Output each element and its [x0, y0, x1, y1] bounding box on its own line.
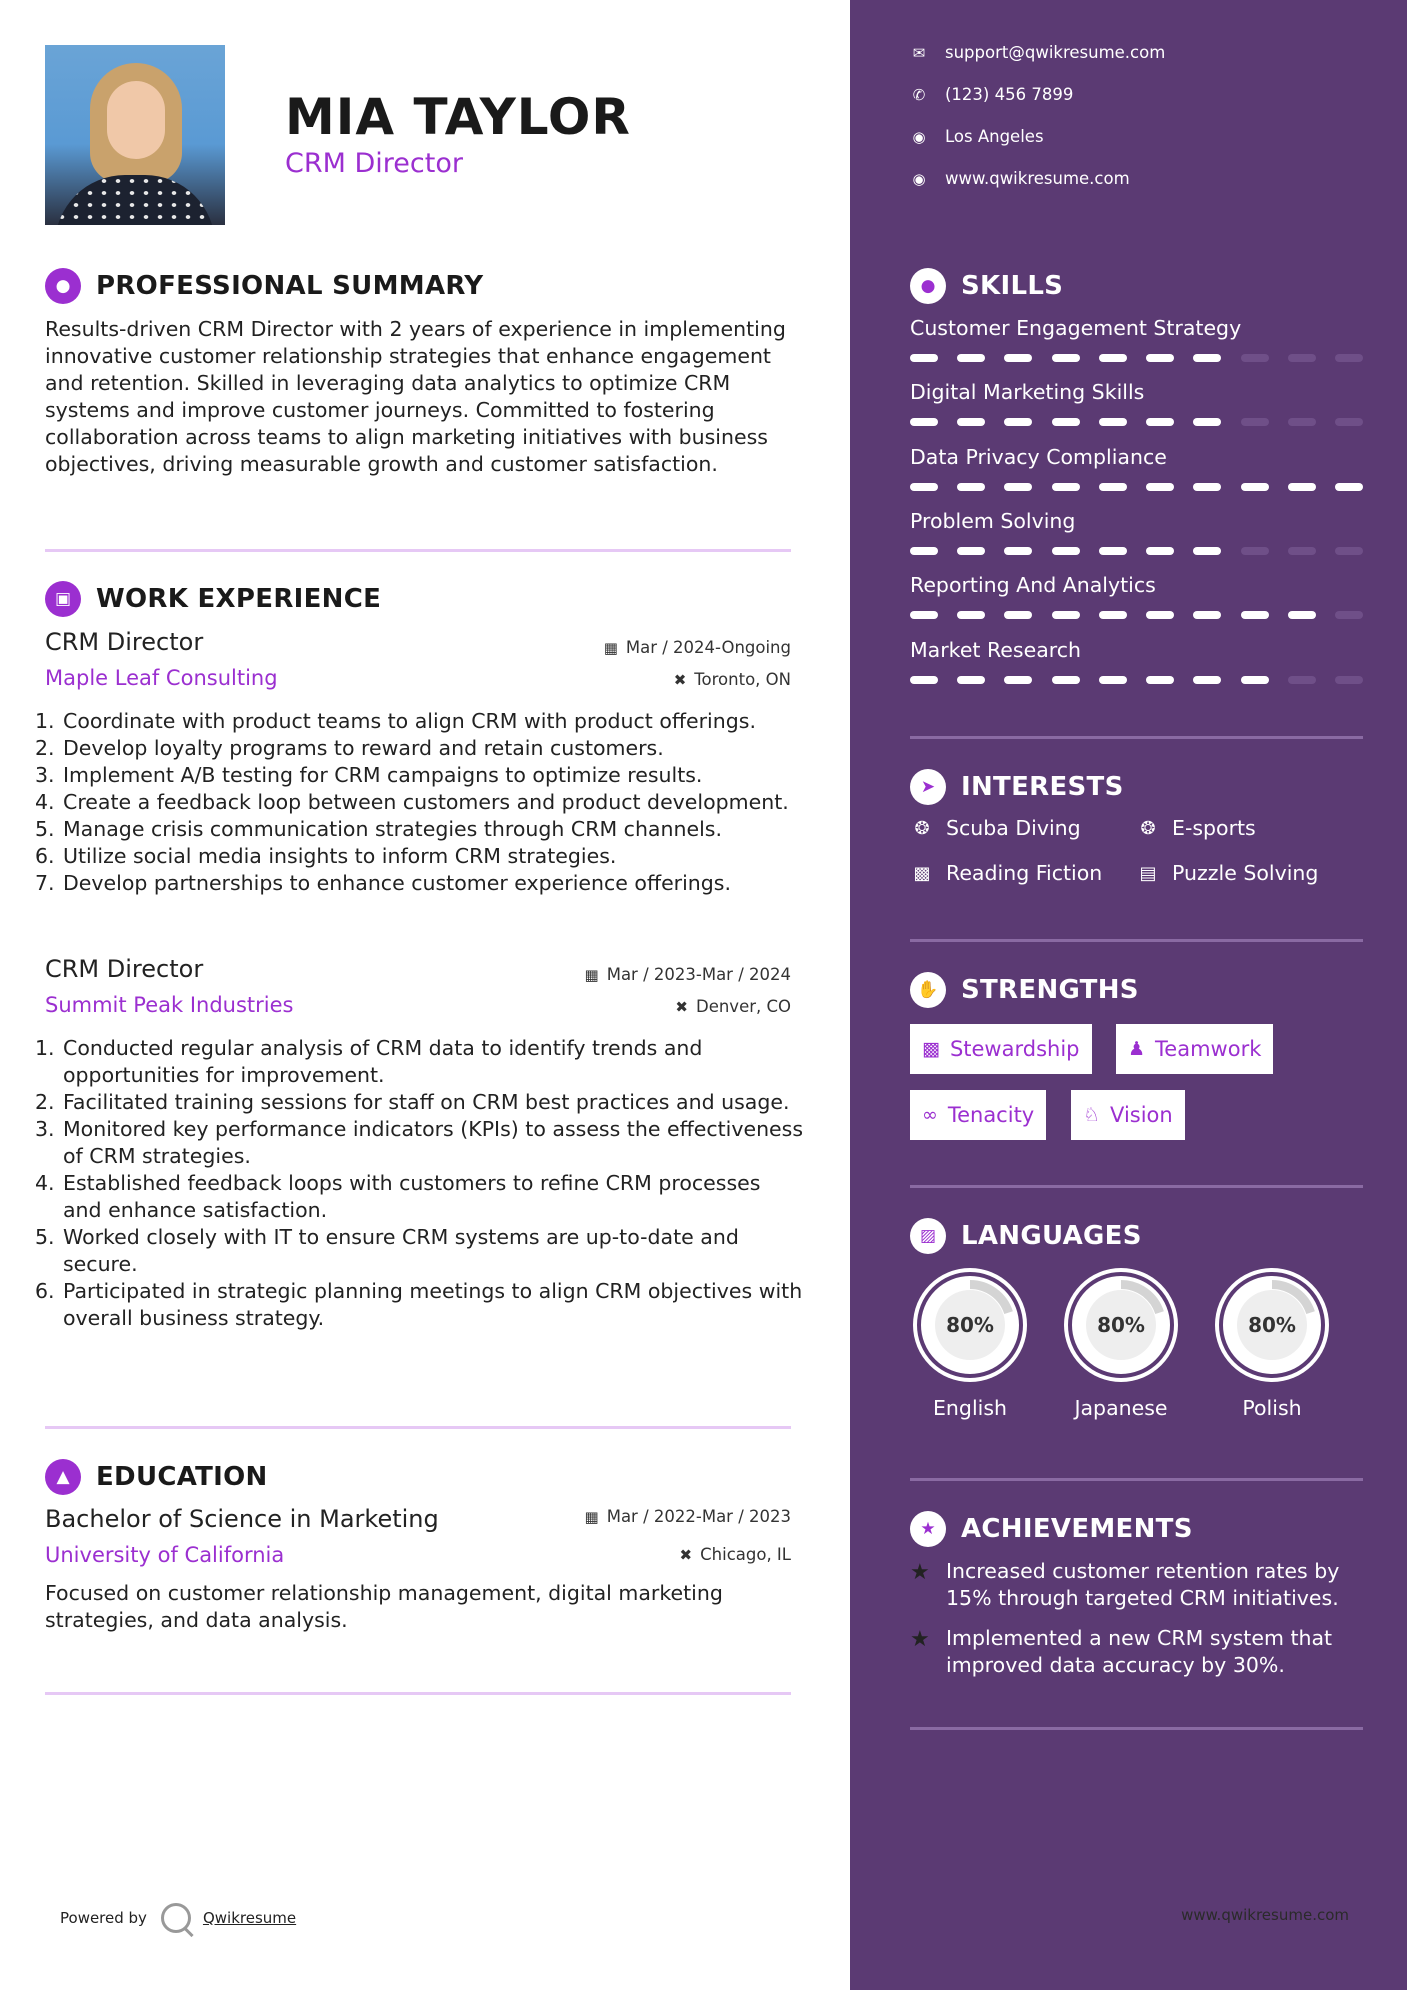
powered-by: Powered by Qwikresume [60, 1903, 296, 1933]
list-item: Develop partnerships to enhance customer experience offerings. [63, 871, 732, 895]
skill-level-bar [910, 611, 1363, 619]
job-dates: ▦ Mar / 2023-Mar / 2024 [584, 965, 791, 984]
book-icon: ▤ [1139, 862, 1157, 884]
user-icon: ● [45, 268, 81, 304]
skill-segment-filled [1099, 547, 1127, 555]
skills-heading: ● SKILLS [910, 268, 1063, 304]
brand-link[interactable]: Qwikresume [202, 1909, 297, 1927]
divider [910, 1727, 1363, 1730]
skill-name: Data Privacy Compliance [910, 445, 1167, 469]
skill-segment-filled [1052, 676, 1080, 684]
summary-text: Results-driven CRM Director with 2 years of experience in implementing innovative customer relationship strategies that enhance engagement and retention. Skilled in leveraging data analytics to optimize CRM systems and improve customer journeys. Committed to fostering collaboration across teams to align marketing initiatives with business objectives, driving measurable growth and customer satisfaction. [45, 317, 786, 476]
skill-segment-empty [1241, 547, 1269, 555]
skill-segment-empty [1335, 547, 1363, 555]
skill-segment-filled [1193, 676, 1221, 684]
skill-name: Digital Marketing Skills [910, 380, 1145, 404]
binoculars-icon: ♘ [1083, 1104, 1101, 1126]
pin-icon: ✖ [673, 671, 687, 689]
achievements-heading: ★ ACHIEVEMENTS [910, 1511, 1193, 1547]
skill-segment-filled [1099, 611, 1127, 619]
strength-chip: ♘ Vision [1071, 1090, 1185, 1140]
contact-location: ◉ Los Angeles [910, 127, 1044, 146]
list-item: Coordinate with product teams to align CRM with product offerings. [63, 709, 756, 733]
skill-segment-filled [1099, 354, 1127, 362]
candidate-name: MIA TAYLOR [285, 88, 631, 146]
candidate-title: CRM Director [285, 148, 463, 179]
job-title: CRM Director [45, 955, 204, 983]
phone-icon: ✆ [912, 85, 926, 104]
contact-website[interactable]: ◉ www.qwikresume.com [910, 169, 1130, 188]
school: University of California [45, 1543, 285, 1567]
skill-segment-filled [1052, 547, 1080, 555]
podium-icon: ▣ [45, 581, 81, 617]
calendar-icon: ▦ [584, 966, 599, 984]
achievement-item: ★ Increased customer retention rates by 15% through targeted CRM initiatives. [910, 1559, 1340, 1610]
list-item: Create a feedback loop between customers and product development. [63, 790, 789, 814]
paper-plane-icon: ➤ [910, 769, 946, 805]
skill-segment-filled [1288, 611, 1316, 619]
skill-name: Reporting And Analytics [910, 573, 1156, 597]
divider [910, 1478, 1363, 1481]
languages-heading: ▨ LANGUAGES [910, 1218, 1142, 1254]
skill-segment-filled [1099, 483, 1127, 491]
divider [45, 549, 791, 552]
skill-segment-filled [957, 676, 985, 684]
interests-heading: ➤ INTERESTS [910, 769, 1124, 805]
interest-item: ❂ Scuba Diving [910, 816, 1081, 840]
job-location: ✖ Toronto, ON [673, 670, 791, 689]
skill-segment-filled [1241, 676, 1269, 684]
contact-phone[interactable]: ✆ (123) 456 7899 [910, 85, 1073, 104]
pin-icon: ✖ [675, 998, 688, 1016]
skill-segment-filled [1146, 676, 1174, 684]
divider [910, 939, 1363, 942]
education-location: ✖ Chicago, IL [679, 1545, 791, 1564]
skill-segment-filled [1146, 418, 1174, 426]
qwikresume-logo-icon [161, 1903, 191, 1933]
skill-segment-empty [1335, 676, 1363, 684]
gamepad-icon: ▩ [913, 862, 931, 884]
calendar-icon: ▦ [603, 639, 618, 657]
skill-segment-empty [1241, 354, 1269, 362]
skill-segment-filled [910, 676, 938, 684]
skill-level-bar [910, 418, 1363, 426]
skill-segment-filled [1288, 483, 1316, 491]
list-item: Participated in strategic planning meetings to align CRM objectives with overall business strategy. [63, 1279, 803, 1330]
skill-segment-filled [1052, 611, 1080, 619]
skill-level-bar [910, 483, 1363, 491]
language-name: Polish [1242, 1396, 1302, 1420]
skill-segment-filled [1004, 354, 1032, 362]
education-heading: ▲ EDUCATION [45, 1459, 268, 1495]
skill-segment-filled [1052, 483, 1080, 491]
list-item: Monitored key performance indicators (KPIs) to assess the effectiveness of CRM strategies. [63, 1117, 804, 1168]
language-item [1211, 1264, 1333, 1420]
job-title: CRM Director [45, 628, 204, 656]
skill-segment-filled [1241, 611, 1269, 619]
strength-chip: ▩ Stewardship [910, 1024, 1092, 1074]
skill-name: Problem Solving [910, 509, 1076, 533]
fist-icon: ✋ [910, 972, 946, 1008]
skill-segment-filled [1004, 418, 1032, 426]
experience-heading: ▣ WORK EXPERIENCE [45, 581, 381, 617]
strengths-heading: ✋ STRENGTHS [910, 972, 1139, 1008]
skill-segment-empty [1335, 354, 1363, 362]
lifebuoy-icon: ❂ [914, 817, 930, 839]
language-name: Japanese [1074, 1396, 1168, 1420]
graduation-icon: ▲ [45, 1459, 81, 1495]
list-item: Implement A/B testing for CRM campaigns to optimize results. [63, 763, 703, 787]
skill-segment-empty [1335, 418, 1363, 426]
skill-segment-filled [957, 547, 985, 555]
interest-item: ▩ Reading Fiction [910, 861, 1102, 885]
list-item: Conducted regular analysis of CRM data to identify trends and opportunities for improvement. [63, 1036, 703, 1087]
skill-segment-filled [1099, 676, 1127, 684]
skill-segment-filled [957, 611, 985, 619]
list-item: Worked closely with IT to ensure CRM systems are up-to-date and secure. [63, 1225, 739, 1276]
skill-segment-filled [1335, 483, 1363, 491]
envelope-icon: ✉ [912, 43, 926, 62]
skill-segment-filled [1193, 418, 1221, 426]
skill-segment-filled [1004, 611, 1032, 619]
lifebuoy-icon: ❂ [1140, 817, 1156, 839]
language-item [909, 1264, 1031, 1420]
language-progress-ring [1060, 1264, 1182, 1386]
skill-segment-filled [1193, 354, 1221, 362]
profile-photo [45, 45, 225, 225]
list-item: Facilitated training sessions for staff on CRM best practices and usage. [63, 1090, 790, 1114]
footer-url[interactable]: www.qwikresume.com [1181, 1906, 1349, 1924]
language-progress-ring [909, 1264, 1031, 1386]
skill-segment-filled [910, 611, 938, 619]
contact-email[interactable]: ✉ support@qwikresume.com [910, 43, 1165, 62]
list-item: Develop loyalty programs to reward and retain customers. [63, 736, 664, 760]
language-percent: 80% [946, 1313, 994, 1337]
skill-segment-filled [1004, 483, 1032, 491]
briefcase-icon: ▩ [922, 1038, 940, 1060]
lightbulb-icon: ● [910, 268, 946, 304]
skill-segment-filled [1004, 547, 1032, 555]
globe-icon: ◉ [912, 169, 926, 188]
language-percent: 80% [1248, 1313, 1296, 1337]
language-item [1060, 1264, 1182, 1420]
skill-level-bar [910, 354, 1363, 362]
divider [910, 1185, 1363, 1188]
job-responsibilities [45, 1035, 805, 1332]
list-item: Utilize social media insights to inform CRM strategies. [63, 844, 617, 868]
shooting-star-icon: ★ [910, 1560, 930, 1585]
summary-heading: ● PROFESSIONAL SUMMARY [45, 268, 483, 304]
skill-segment-empty [1241, 418, 1269, 426]
degree: Bachelor of Science in Marketing [45, 1505, 439, 1533]
pin-icon: ✖ [679, 1546, 693, 1564]
skill-level-bar [910, 676, 1363, 684]
star-badge-icon: ★ [910, 1511, 946, 1547]
job-company: Maple Leaf Consulting [45, 666, 278, 690]
skill-name: Customer Engagement Strategy [910, 316, 1242, 340]
skill-segment-filled [1193, 611, 1221, 619]
skill-segment-empty [1335, 611, 1363, 619]
job-location: ✖ Denver, CO [675, 997, 791, 1016]
users-icon: ♟ [1128, 1038, 1146, 1060]
link-icon: ∞ [922, 1104, 938, 1126]
skill-segment-filled [1146, 611, 1174, 619]
list-item: Established feedback loops with customers to refine CRM processes and enhance satisfaction. [63, 1171, 761, 1222]
skill-segment-filled [1004, 676, 1032, 684]
language-percent: 80% [1097, 1313, 1145, 1337]
skill-segment-filled [957, 354, 985, 362]
skill-segment-filled [1193, 483, 1221, 491]
job-responsibilities [45, 708, 805, 897]
calendar-icon: ▦ [584, 1508, 599, 1526]
skill-segment-empty [1288, 676, 1316, 684]
skill-segment-filled [910, 483, 938, 491]
strength-chip: ∞ Tenacity [910, 1090, 1046, 1140]
divider [45, 1692, 791, 1695]
skill-segment-filled [910, 354, 938, 362]
achievement-item: ★ Implemented a new CRM system that improved data accuracy by 30%. [910, 1626, 1333, 1677]
language-name: English [932, 1396, 1008, 1420]
list-item: Manage crisis communication strategies through CRM channels. [63, 817, 722, 841]
skill-segment-filled [1052, 354, 1080, 362]
skill-segment-filled [910, 418, 938, 426]
skill-segment-filled [1099, 418, 1127, 426]
skill-segment-filled [1241, 483, 1269, 491]
skill-segment-empty [1288, 354, 1316, 362]
map-pin-icon: ◉ [912, 127, 926, 146]
skill-segment-filled [957, 483, 985, 491]
skill-segment-filled [1193, 547, 1221, 555]
skill-level-bar [910, 547, 1363, 555]
shooting-star-icon: ★ [910, 1627, 930, 1652]
job-dates: ▦ Mar / 2024-Ongoing [603, 638, 791, 657]
education-text: Focused on customer relationship management, digital marketing strategies, and data analysis. [45, 1581, 723, 1632]
education-dates: ▦ Mar / 2022-Mar / 2023 [584, 1507, 791, 1526]
skill-segment-filled [1146, 547, 1174, 555]
skill-segment-empty [1288, 418, 1316, 426]
skill-segment-filled [910, 547, 938, 555]
interest-item: ❂ E-sports [1136, 816, 1256, 840]
skill-segment-filled [957, 418, 985, 426]
skill-segment-empty [1288, 547, 1316, 555]
language-progress-ring [1211, 1264, 1333, 1386]
divider [45, 1426, 791, 1429]
skill-segment-filled [1146, 483, 1174, 491]
divider [910, 736, 1363, 739]
strength-chip: ♟ Teamwork [1116, 1024, 1273, 1074]
job-company: Summit Peak Industries [45, 993, 294, 1017]
skill-segment-filled [1146, 354, 1174, 362]
skill-segment-filled [1052, 418, 1080, 426]
translate-icon: ▨ [910, 1218, 946, 1254]
skill-name: Market Research [910, 638, 1082, 662]
interest-item: ▤ Puzzle Solving [1136, 861, 1318, 885]
